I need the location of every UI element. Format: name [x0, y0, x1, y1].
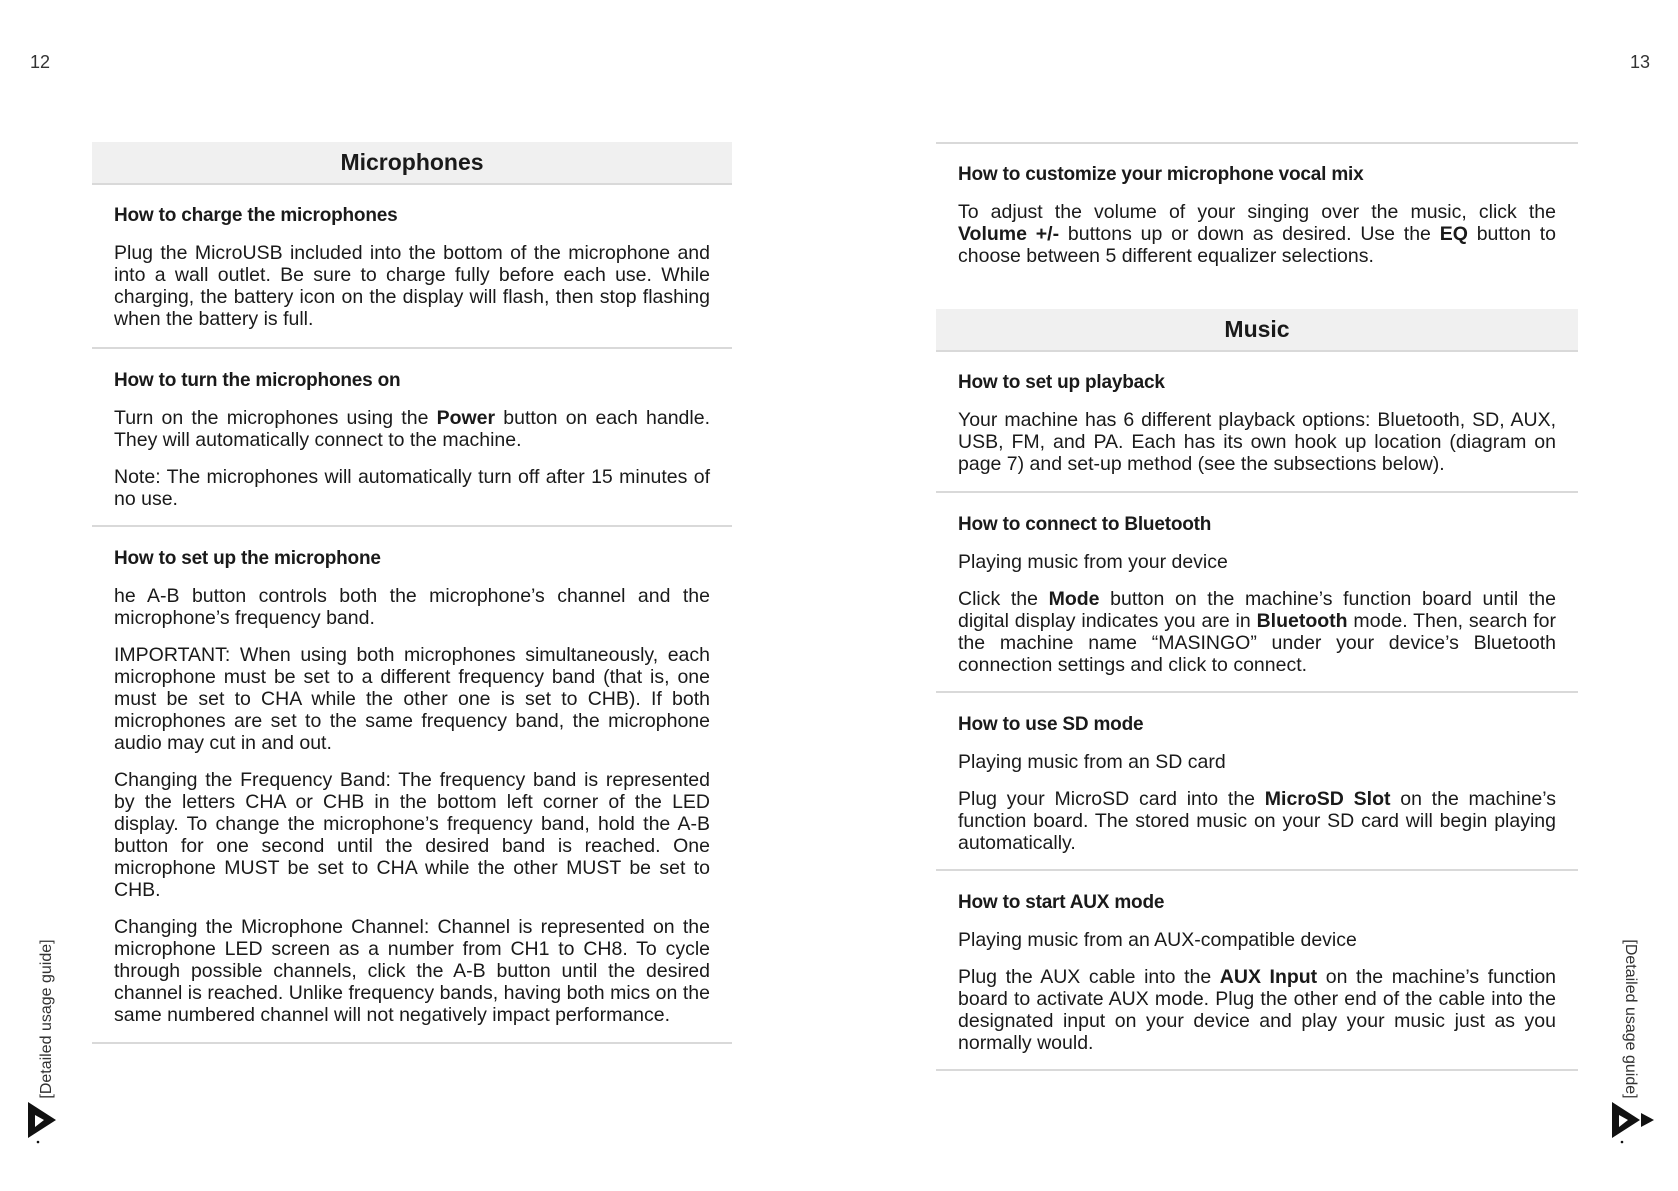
subsection-vocal-mix — [936, 144, 1578, 309]
section-title-music: Music — [936, 309, 1578, 352]
subsection-heading: How to connect to Bluetooth — [958, 514, 1212, 535]
right-page-content — [936, 142, 1578, 1071]
paragraph: Playing music from your device — [958, 551, 1228, 573]
paragraph: IMPORTANT: When using both microphones simultaneously, each microphone must be set to a different frequency band (that is, one must be set to CHA while the other one is set to CHB). If both microphones are set to the same frequency band, the microphone audio may cut in and out. — [114, 644, 710, 754]
subsection-playback — [936, 352, 1578, 493]
subsection-sd-mode — [936, 693, 1578, 871]
subsection-heading: How to customize your microphone vocal mix — [958, 164, 1364, 185]
paragraph: Changing the Frequency Band: The frequency band is represented by the letters CHA or CHB in the bottom left corner of the LED display. To change the microphone’s frequency band, hold the A-B button for one second until the desired band is reached. One microphone MUST be set to CHA while the other MUST be set to CHB. — [114, 769, 710, 901]
page-number-left: 12 — [30, 52, 51, 72]
side-label-left: [Detailed usage guide] — [38, 939, 55, 1099]
subsection-heading: How to set up playback — [958, 372, 1165, 393]
paragraph: Plug the MicroUSB included into the bottom of the microphone and into a wall outlet. Be sure to charge fully before each use. While charging, the battery icon on the display will flash, then stop flashing when the battery is full. — [114, 242, 710, 330]
paragraph: Playing music from an AUX-compatible device — [958, 929, 1357, 951]
subsection-charge — [92, 185, 732, 349]
subsection-turn-on — [92, 349, 732, 527]
paragraph: Click the Mode button on the machine’s function board until the digital display indicates you are in Bluetooth mode. Then, search for the machine name “MASINGO” under your device’s Bluetooth connection settings and click to connect. — [958, 588, 1556, 676]
page-number-right: 13 — [1629, 52, 1650, 72]
paragraph: Your machine has 6 different playback options: Bluetooth, SD, AUX, USB, FM, and PA. Each has its own hook up location (diagram on page 7) and set-up method (see the subsections below). — [958, 409, 1556, 475]
subsection-setup — [92, 527, 732, 1044]
paragraph: he A-B button controls both the microphone’s channel and the microphone’s frequency band. — [114, 585, 710, 629]
subsection-heading: How to use SD mode — [958, 714, 1144, 735]
subsection-heading: How to turn the microphones on — [114, 370, 401, 391]
paragraph: To adjust the volume of your singing over the music, click the Volume +/- buttons up or down as desired. Use the EQ button to choose between 5 different equalizer selections. — [958, 201, 1556, 267]
subsection-heading: How to start AUX mode — [958, 892, 1165, 913]
side-label-right: [Detailed usage guide] — [1622, 939, 1639, 1099]
paragraph: Plug your MicroSD card into the MicroSD Slot on the machine’s function board. The stored music on your SD card will begin playing automatically. — [958, 788, 1556, 854]
brand-logo — [1610, 1100, 1656, 1144]
left-page-content — [92, 142, 732, 1044]
paragraph: Turn on the microphones using the Power button on each handle. They will automatically connect to the machine. — [114, 407, 710, 451]
subsection-heading: How to charge the microphones — [114, 205, 398, 226]
subsection-bluetooth — [936, 493, 1578, 693]
paragraph: Note: The microphones will automatically turn off after 15 minutes of no use. — [114, 466, 710, 510]
subsection-heading: How to set up the microphone — [114, 548, 381, 569]
paragraph: Playing music from an SD card — [958, 751, 1226, 773]
paragraph: Changing the Microphone Channel: Channel is represented on the microphone LED screen as a number from CH1 to CH8. To cycle through possible channels, click the A-B button until the desired channel is reached. Unlike frequency bands, having both mics on the same numbered channel will not negatively impact performance. — [114, 916, 710, 1026]
subsection-aux-mode — [936, 871, 1578, 1071]
brand-logo — [26, 1100, 60, 1144]
paragraph: Plug the AUX cable into the AUX Input on the machine’s function board to activate AUX mode. Plug the other end of the cable into the designated input on your device and play your music just as you normally would. — [958, 966, 1557, 1054]
section-title-microphones: Microphones — [92, 142, 732, 185]
